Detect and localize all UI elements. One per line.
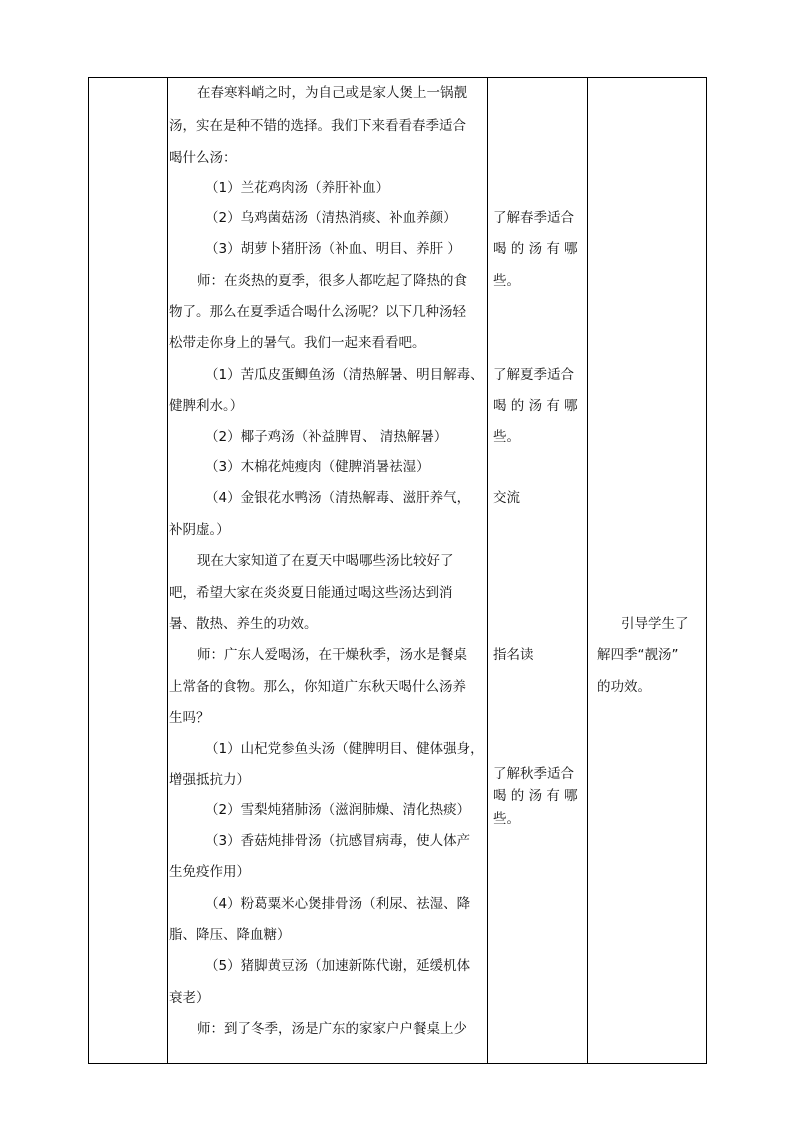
intent-line: 解四季“靓汤” [597, 647, 679, 663]
content-line: （1）山杞党参鱼头汤（健脾明目、健体强身， [205, 741, 484, 757]
activity-line: 了解夏季适合 [493, 367, 574, 383]
activity-line: 喝 的 汤 有 哪 [493, 788, 578, 804]
column-divider [167, 78, 168, 1063]
content-line: 在春寒料峭之时，为自己或是家人煲上一锅靓 [197, 85, 467, 101]
activity-line: 喝 的 汤 有 哪 [493, 398, 578, 414]
content-line: （5）猪脚黄豆汤（加速新陈代谢，延缓机体 [205, 958, 471, 974]
activity-line: 指名读 [493, 647, 534, 663]
content-line: （1）苦瓜皮蛋鲫鱼汤（清热解暑、明目解毒、 [205, 367, 484, 383]
lesson-table [88, 77, 707, 1064]
content-line: （1）兰花鸡肉汤（养肝补血） [205, 180, 390, 196]
activity-line: 了解秋季适合 [493, 766, 574, 782]
activity-line: 些。 [493, 273, 520, 289]
activity-line: 些。 [493, 811, 520, 827]
content-line: 增强抵抗力） [169, 772, 250, 788]
intent-line: 的功效。 [597, 679, 651, 695]
column-divider [587, 78, 588, 1063]
activity-line: 了解春季适合 [493, 210, 574, 226]
content-line: 喝什么汤： [169, 150, 237, 166]
content-line: （2）乌鸡菌菇汤（清热消痰、补血养颜） [205, 210, 457, 226]
content-line: 吧，希望大家在炎炎夏日能通过喝这些汤达到消 [169, 585, 453, 601]
content-line: 现在大家知道了在夏天中喝哪些汤比较好了 [197, 553, 454, 569]
content-line: 生免疫作用） [169, 864, 250, 880]
content-line: （4）金银花水鸭汤（清热解毒、滋肝养气， [205, 490, 471, 506]
activity-line: 交流 [493, 490, 520, 506]
content-line: 生吗？ [169, 710, 210, 726]
content-line: （4）粉葛粟米心煲排骨汤（利尿、祛湿、降 [205, 896, 471, 912]
content-line: （3）香菇炖排骨汤（抗感冒病毒，使人体产 [205, 833, 471, 849]
content-line: 师：广东人爱喝汤，在干燥秋季，汤水是餐桌 [197, 647, 467, 663]
content-line: （2）椰子鸡汤（补益脾胃、 清热解暑） [205, 429, 448, 445]
content-line: 脂、降压、降血糖） [169, 927, 291, 943]
content-line: 师：到了冬季，汤是广东的家家户户餐桌上少 [197, 1021, 467, 1037]
content-line: 汤，实在是种不错的选择。我们下来看看春季适合 [169, 118, 466, 134]
content-line: （3）木棉花炖瘦肉（健脾消暑祛湿） [205, 459, 430, 475]
activity-line: 喝 的 汤 有 哪 [493, 241, 578, 257]
content-line: 师：在炎热的夏季，很多人都吃起了降热的食 [197, 273, 467, 289]
column-divider [487, 78, 488, 1063]
content-line: 松带走你身上的暑气。我们一起来看看吧。 [169, 335, 426, 351]
intent-line: 引导学生了 [621, 616, 689, 632]
content-line: 暑、散热、养生的功效。 [169, 616, 318, 632]
activity-line: 些。 [493, 429, 520, 445]
content-line: （2）雪梨炖猪肺汤（滋润肺燥、清化热痰） [205, 802, 471, 818]
content-line: 上常备的食物。那么，你知道广东秋天喝什么汤养 [169, 679, 466, 695]
content-line: （3）胡萝卜猪肝汤（补血、明目、养肝 ） [205, 241, 461, 257]
content-line: 补阴虚。） [169, 522, 230, 538]
content-line: 健脾利水。） [169, 398, 244, 414]
content-line: 衰老） [169, 990, 210, 1006]
content-line: 物了。那么在夏季适合喝什么汤呢？以下几种汤轻 [169, 304, 466, 320]
